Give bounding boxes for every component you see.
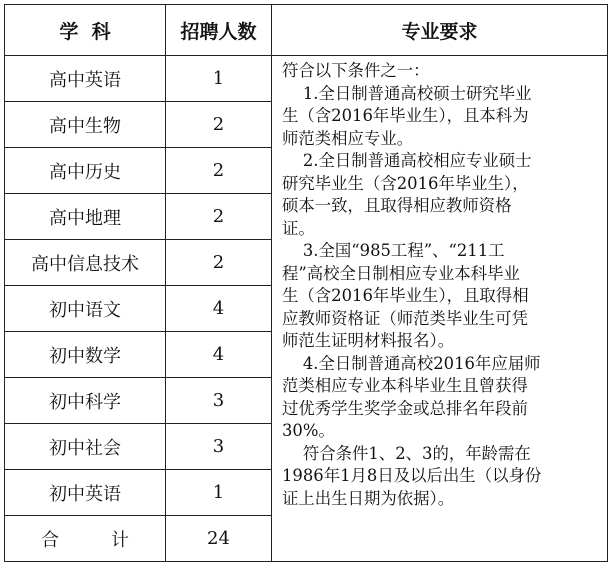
requirement-line: 4.全日制普通高校2016年应届师 [282, 353, 541, 373]
requirement-line: 1.全日制普通高校硕士研究毕业 [282, 83, 532, 103]
subject-cell: 高中历史 [5, 148, 166, 194]
subject-cell: 高中信息技术 [5, 240, 166, 286]
requirement-line: 2.全日制普通高校相应专业硕士 [282, 151, 532, 170]
count-cell: 3 [166, 424, 272, 470]
count-cell: 3 [166, 378, 272, 424]
requirement-line: 应教师资格证（师范类毕业生可凭 [282, 308, 528, 328]
requirement-line: 30%。 [282, 421, 335, 440]
header-row [5, 5, 608, 56]
subject-cell: 初中语文 [5, 286, 166, 332]
requirement-line: 3.全国“985工程”、“211工 [282, 241, 505, 260]
count-cell: 2 [166, 194, 272, 240]
header-subject: 学 科 [5, 5, 166, 56]
count-cell: 4 [166, 286, 272, 332]
subject-cell: 初中英语 [5, 470, 166, 516]
requirement-line: 证。 [282, 218, 315, 238]
requirement-line: 1986年1月8日及以后出生（以身份 [282, 466, 542, 485]
count-cell: 1 [166, 56, 272, 102]
requirement-line: 过优秀学生奖学金或总排名年段前 [282, 398, 528, 418]
total-label-right: 计 [111, 529, 129, 551]
requirement-line: 符合以下条件之一： [282, 61, 430, 80]
subject-cell: 高中生物 [5, 102, 166, 148]
requirement-line: 师范类相应专业。 [282, 128, 414, 148]
subject-cell: 初中数学 [5, 332, 166, 378]
requirement-line: 符合条件1、2、3的，年龄需在 [282, 443, 531, 463]
header-requirements: 专业要求 [272, 5, 608, 56]
total-label-cell [5, 516, 166, 562]
requirement-line: 研究毕业生（含2016年毕业生）， [282, 173, 529, 193]
count-cell: 1 [166, 470, 272, 516]
requirements-cell [272, 56, 608, 562]
count-cell: 2 [166, 102, 272, 148]
requirement-line: 证上出生日期为依据）。 [282, 488, 455, 508]
count-cell: 2 [166, 148, 272, 194]
recruitment-table [4, 4, 608, 562]
requirement-line: 硕本一致，且取得相应教师资格 [282, 196, 512, 215]
requirement-line: 生（含2016年毕业生），且本科为 [282, 106, 529, 125]
total-label-left: 合 [41, 529, 59, 551]
subject-cell: 高中地理 [5, 194, 166, 240]
requirement-line: 生（含2016年毕业生），且取得相 [282, 286, 529, 305]
count-cell: 2 [166, 240, 272, 286]
subject-cell: 高中英语 [5, 56, 166, 102]
requirement-line: 师范生证明材料报名）。 [282, 331, 455, 350]
requirement-line: 程”高校全日制相应专业本科毕业 [282, 263, 520, 283]
count-cell: 4 [166, 332, 272, 378]
table-row [5, 56, 608, 102]
subject-cell: 初中科学 [5, 378, 166, 424]
subject-cell: 初中社会 [5, 424, 166, 470]
header-count: 招聘人数 [166, 5, 272, 56]
total-count-cell: 24 [166, 516, 272, 562]
requirement-line: 范类相应专业本科毕业生且曾获得 [282, 376, 528, 395]
